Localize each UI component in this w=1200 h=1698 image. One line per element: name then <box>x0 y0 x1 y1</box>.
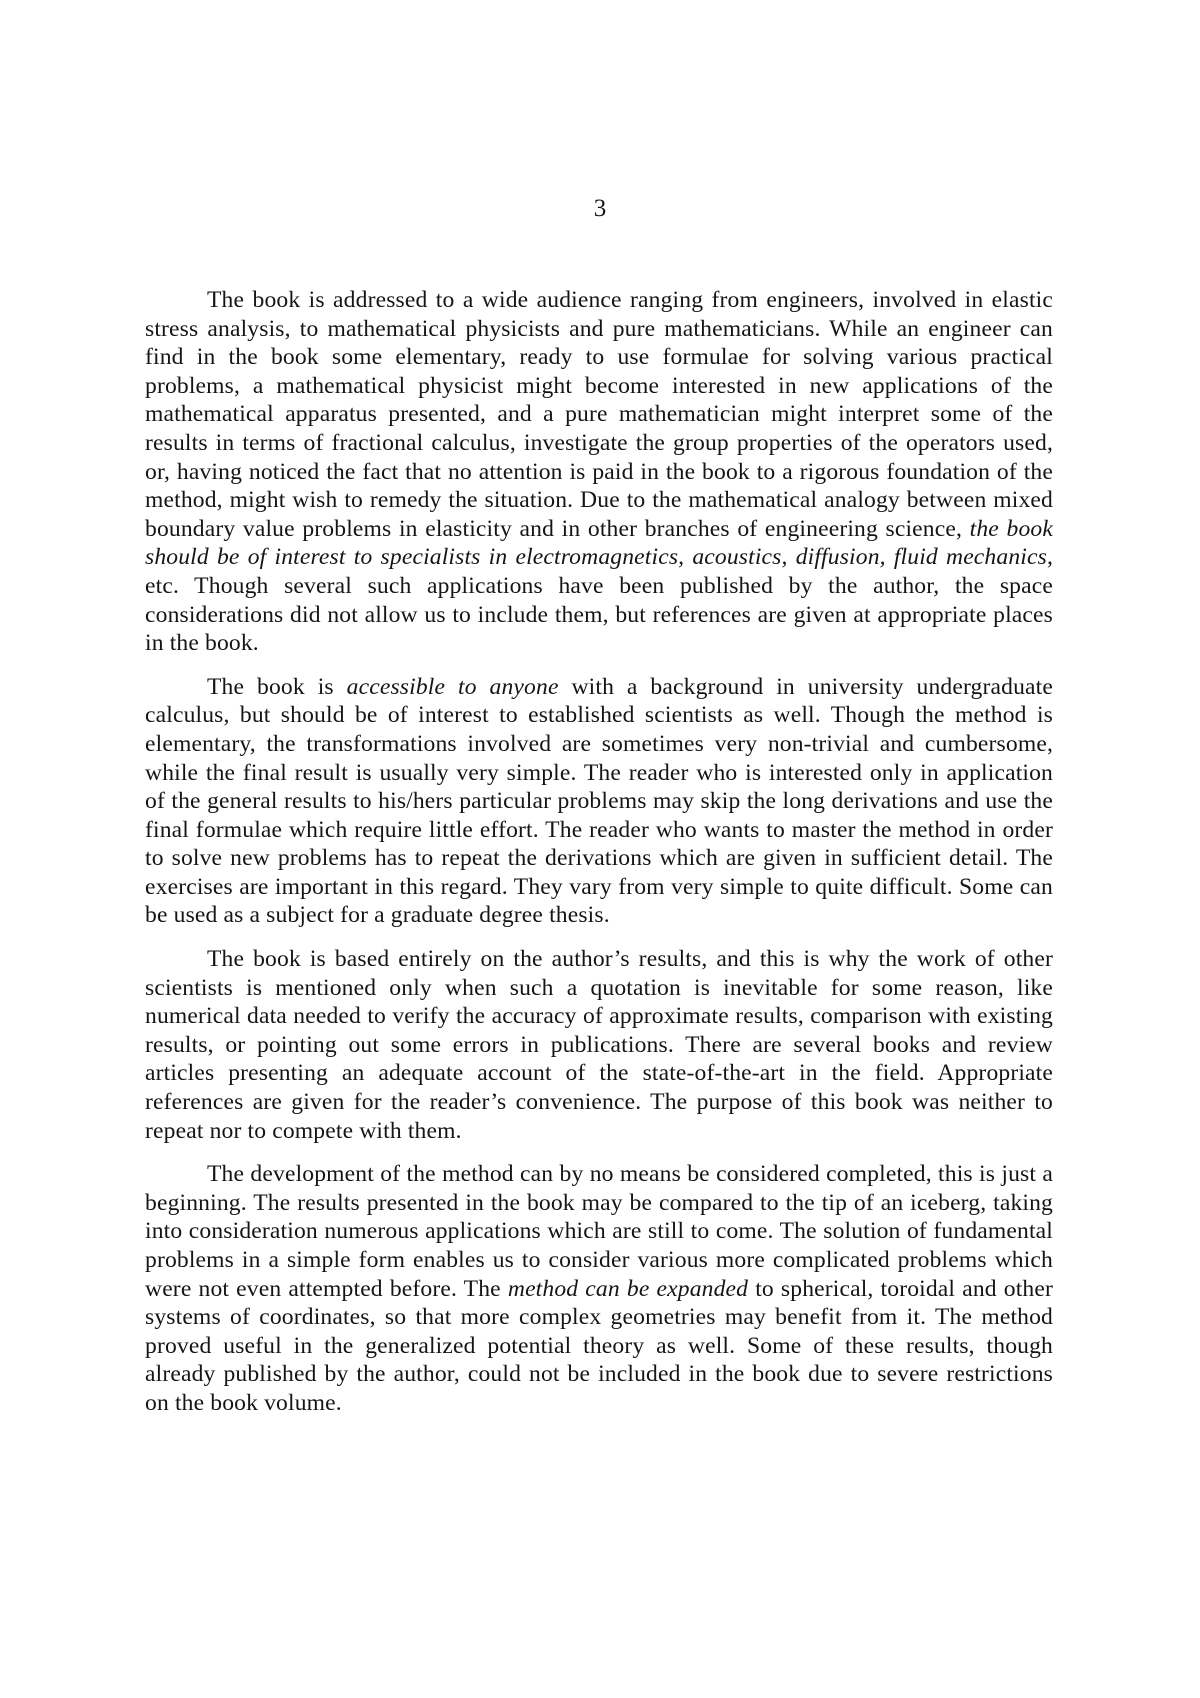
emphasis-text: method can be expanded <box>507 1275 749 1302</box>
paragraph-text: The book is based entirely on the author’s results, and this is why the work of other scientists is mentioned only when such a quotation is inevitable for some reason, like numerical data needed to verify the accuracy of approximate results, comparison with existing results, or pointing out some errors in publications. There are several books and review articles presenting an adequate account of the state-of-the-art in the field. Appropriate references are given for the reader’s convenience. The purpose of this book was neither to repeat nor to compete with them. <box>145 946 1053 1144</box>
emphasis-text: accessible to anyone <box>346 673 559 700</box>
paragraph-audience <box>145 286 1053 658</box>
paragraph-sources <box>145 945 1053 1145</box>
page-number: 3 <box>593 195 607 222</box>
paragraph-text: The book is <box>207 673 347 700</box>
paragraph-text: The book is addressed to a wide audience ranging from engineers, involved in elastic stress analysis, to mathematical physicists and pure mathematicians. While an engineer can find in the book some elementary, ready to use formulae for solving various practical problems, a mathematical physicist might become interested in new applications of the mathematical apparatus presented, and a pure mathematician might interpret some of the results in terms of fractional calculus, investigate the group properties of the operators used, or, having noticed the fact that no attention is paid in the book to a rigorous foundation of the method, might wish to remedy the situation. Due to the mathematical analogy between mixed boundary value problems in elasticity and in other branches of engineering science, <box>145 287 1053 542</box>
paragraph-text: , etc. Though several such applications have been published by the author, the space considerations did not allow us to include them, but references are given at appropriate places in the book. <box>145 544 1053 657</box>
paragraph-text: with a background in university undergraduate calculus, but should be of interest to established scientists as well. Though the method is elementary, the transformations involved are sometimes very non-trivial and cumbersome, while the final result is usually very simple. The reader who is interested only in application of the general results to his/hers particular problems may skip the long derivations and use the final formulae which require little effort. The reader who wants to master the method in order to solve new problems has to repeat the derivations which are given in sufficient detail. The exercises are important in this regard. They vary from very simple to quite difficult. Some can be used as a subject for a graduate degree thesis. <box>145 673 1053 929</box>
paragraph-text: to spherical, toroidal and other systems of coordinates, so that more complex geometries may benefit from it. The method proved useful in the generalized potential theory as well. Some of these results, though already published by the author, could not be included in the book due to severe restrictions on the book volume. <box>145 1275 1054 1416</box>
paragraph-development <box>145 1160 1053 1417</box>
paragraph-accessibility <box>145 673 1053 930</box>
emphasis-text: the book should be of interest to specialists in electromagnetics, acoustics, diffusion, fluid mechanics <box>145 515 1053 571</box>
body-text <box>145 286 1053 1433</box>
paragraph-text: The development of the method can by no means be considered completed, this is just a beginning. The results presented in the book may be compared to the tip of an iceberg, taking into consideration numerous applications which are still to come. The solution of fundamental problems in a simple form enables us to consider various more complicated problems which were not even attempted before. The <box>145 1161 1053 1302</box>
